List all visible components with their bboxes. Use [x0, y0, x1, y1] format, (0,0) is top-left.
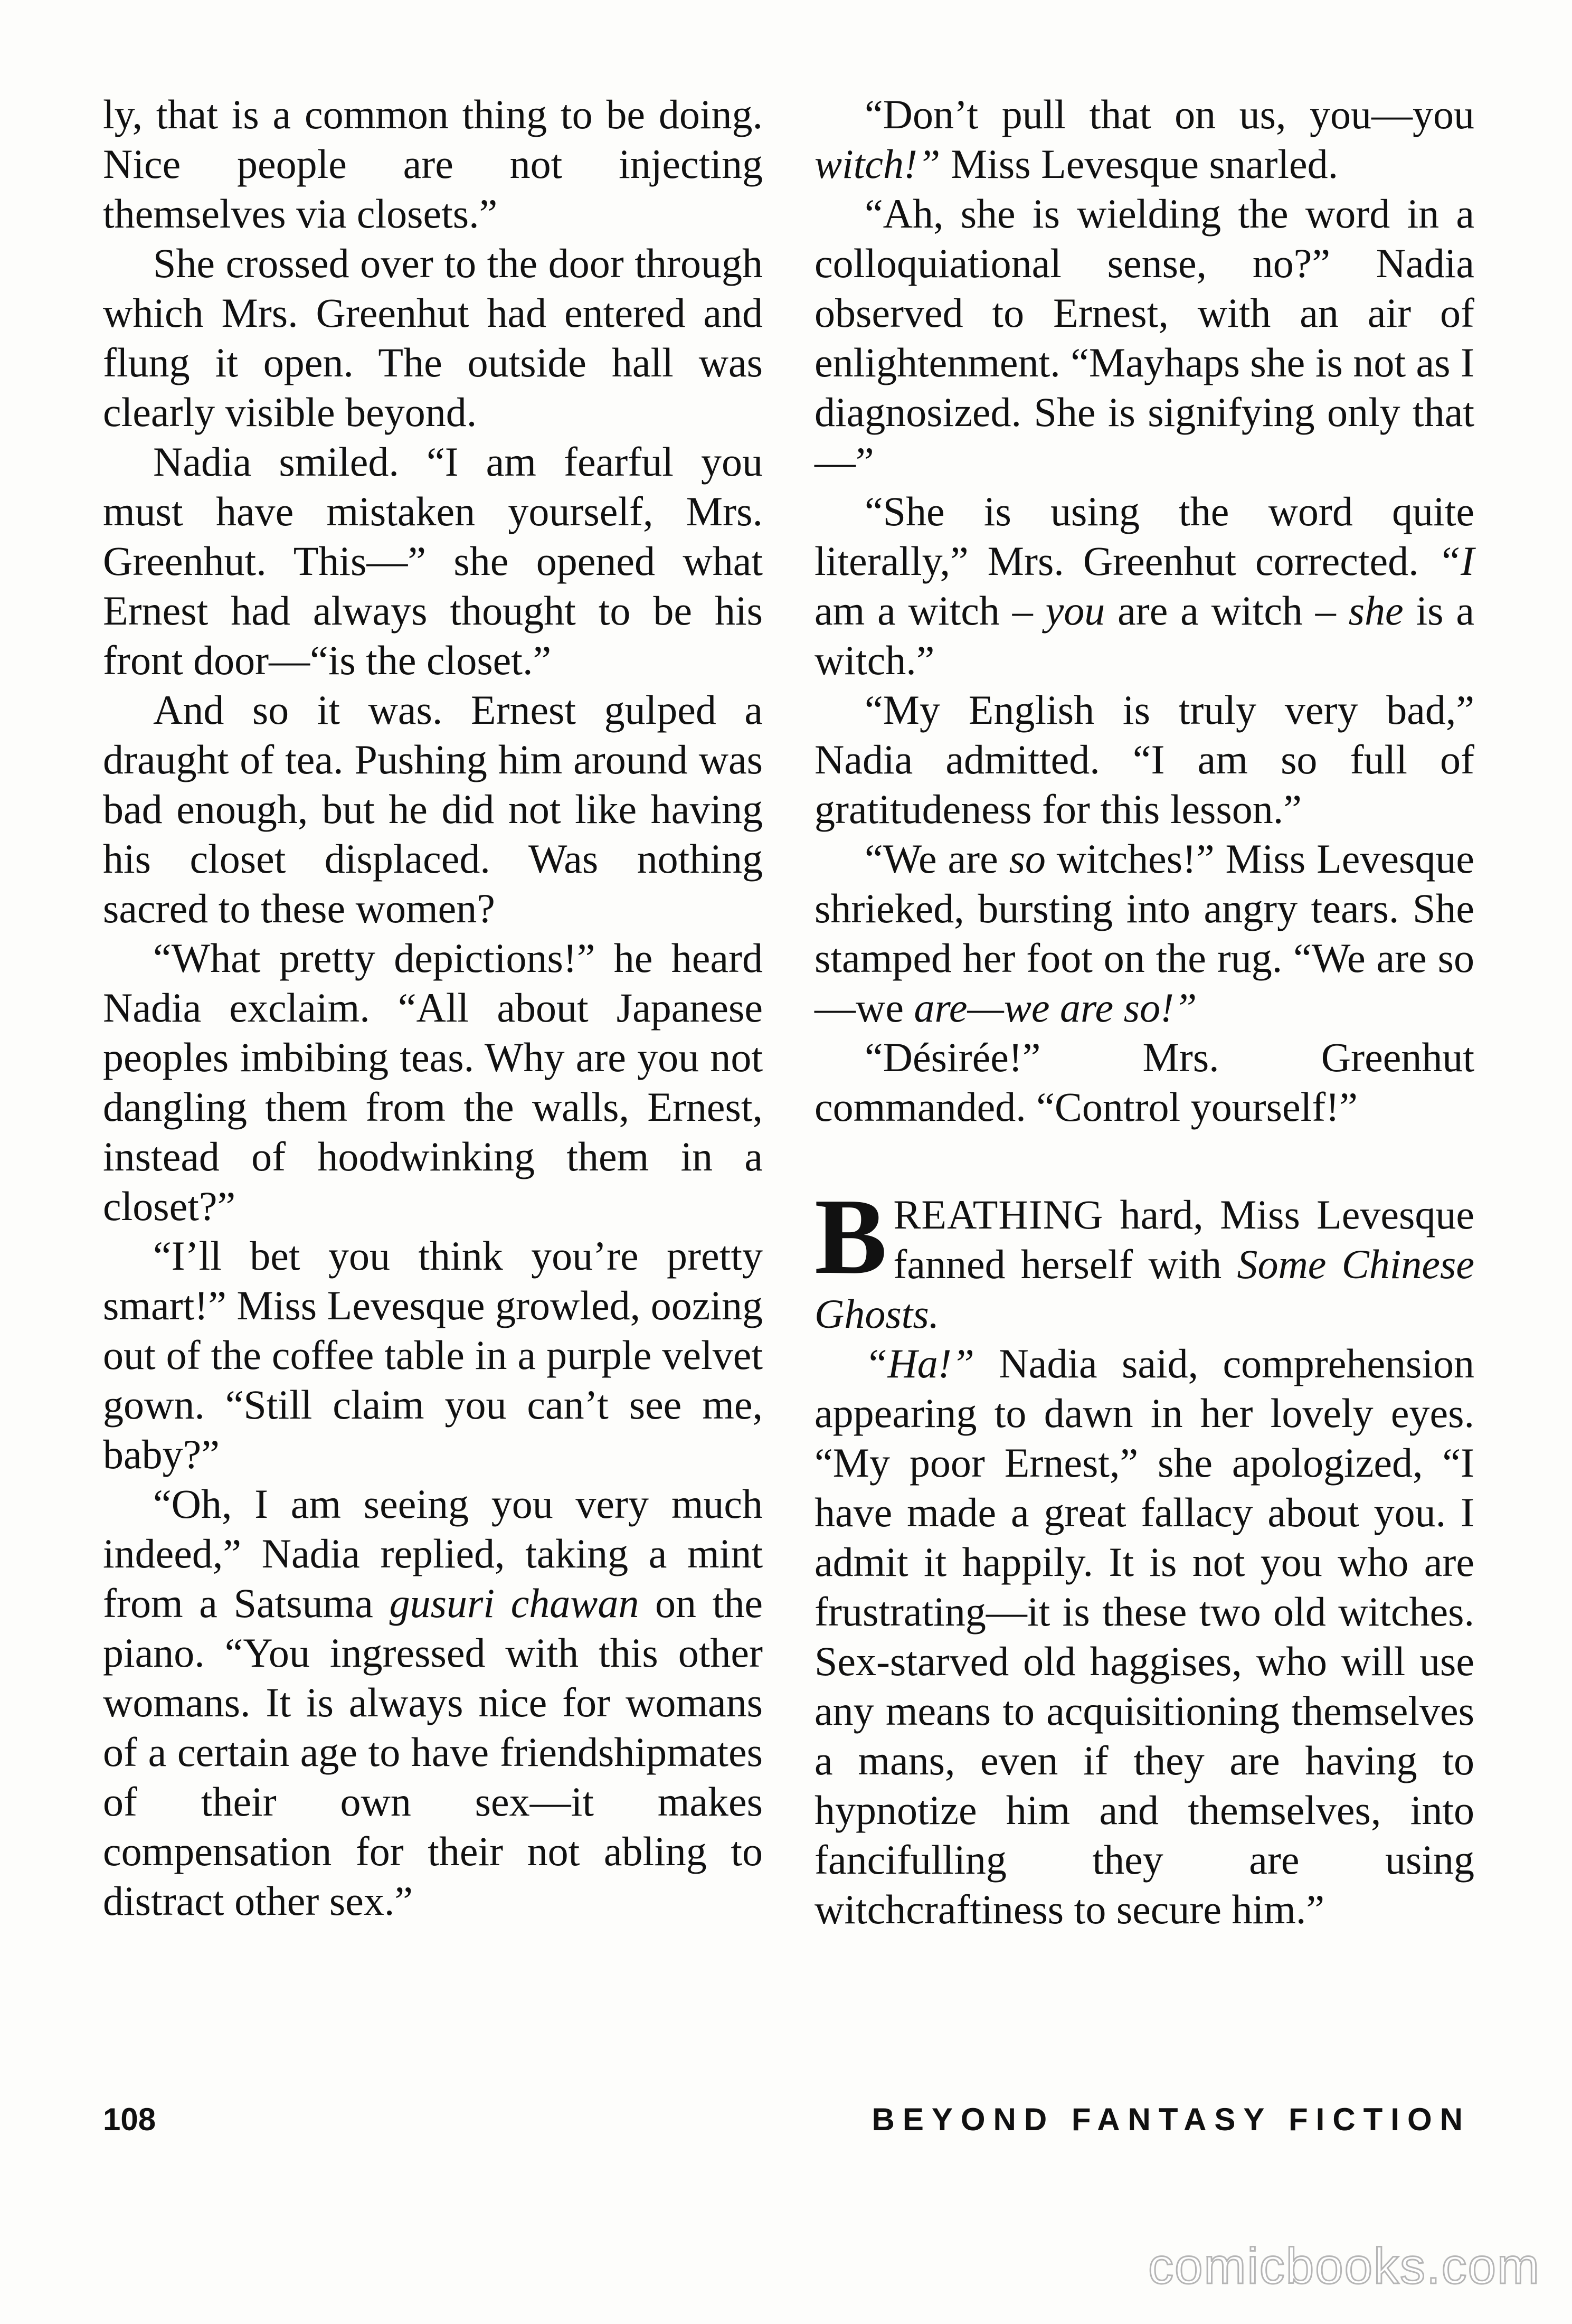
- text-run: is a witch.”: [815, 588, 1474, 683]
- text-run: REATHING: [893, 1192, 1104, 1237]
- drop-cap: B: [815, 1176, 887, 1297]
- italic-text: witch!”: [815, 141, 941, 187]
- paragraph: [815, 1339, 1474, 1934]
- text-run: “I’ll bet you think you’re pretty smart!” Miss Levesque growled, oozing out of the coffee table in a purple velvet gown. “Still claim you can’t see me, baby?”: [103, 1233, 763, 1477]
- text-run: Nadia smiled. “I am fearful you must have mistaken yourself, Mrs. Greenhut. This—” she opened what Ernest had always thought to be his front door—“is the closet.”: [103, 439, 763, 683]
- text-run: am a witch –: [815, 588, 1046, 634]
- text-run: Miss Levesque snarled.: [940, 141, 1339, 187]
- text-run: “Don’t pull that on us, you—you: [865, 91, 1474, 137]
- text-run: And so it was. Ernest gulped a draught of tea. Pushing him around was bad enough, but he did not like having his closet displaced. Was nothing sacred to these women?: [103, 687, 763, 931]
- paragraph: [103, 239, 763, 437]
- italic-text: you: [1045, 588, 1105, 634]
- paragraph: [103, 90, 763, 239]
- text-run: “Oh, I am seeing you very much indeed,” Nadia replied, taking a mint from a Satsuma: [103, 1481, 763, 1626]
- text-run: “Désirée!” Mrs. Greenhut commanded. “Control yourself!”: [815, 1034, 1474, 1130]
- paragraph: [103, 685, 763, 933]
- paragraph: [103, 1231, 763, 1479]
- text-run: Nadia said, comprehension appearing to dawn in her lovely eyes. “My poor Ernest,” she apologized, “I have made a great fallacy about you. I admit it happily. It is not you who are frustrating—it is these two old witches. Sex-starved old haggises, who will use any means to acquisitioning themselves a mans, even if they are having to hypnotize him and themselves, into fancifulling they are using witchcraftiness to secure him.”: [815, 1340, 1474, 1932]
- paragraph: [815, 90, 1474, 189]
- text-run: “Ah, she is wielding the word in a colloquiational sense, no?” Nadia observed to Ernest, with an air of enlightenment. “Mayhaps she is not as I diagnosized. She is signifying only that—”: [815, 191, 1474, 485]
- text-run: “What pretty depictions!” he heard Nadia exclaim. “All about Japanese peoples imbibing teas. Why are you not dangling them from the walls, Ernest, instead of hoodwinking them in a closet?”: [103, 935, 763, 1229]
- italic-text: so: [1009, 836, 1046, 882]
- paragraph: [103, 437, 763, 685]
- paragraph: [815, 685, 1474, 834]
- paragraph: [103, 933, 763, 1231]
- italic-text: “I: [1437, 538, 1474, 584]
- text-run: “She is using the word quite literally,” Mrs. Greenhut corrected.: [815, 488, 1474, 584]
- italic-text: “Ha!”: [865, 1340, 975, 1386]
- paragraph: [815, 189, 1474, 487]
- running-title: BEYOND FANTASY FICTION: [872, 2102, 1471, 2137]
- text-run: witches!” Miss Levesque shrieked, bursting into angry tears. She stamped her foot on the rug. “We are so—we: [815, 836, 1474, 1031]
- text-run: She crossed over to the door through which Mrs. Greenhut had entered and flung it open. The outside hall was clearly visible beyond.: [103, 240, 763, 435]
- paragraph: [815, 1176, 1474, 1339]
- text-run: “My English is truly very bad,” Nadia admitted. “I am so full of gratitudeness for this lesson.”: [815, 687, 1474, 832]
- text-run: “We are: [865, 836, 1009, 882]
- italic-text: Some Chinese Ghosts.: [815, 1241, 1474, 1337]
- italic-text: she: [1348, 588, 1404, 634]
- text-run: hard, Miss Levesque fanned herself with: [893, 1192, 1474, 1287]
- paragraph: [815, 487, 1474, 685]
- italic-text: gusuri chawan: [389, 1580, 639, 1626]
- paragraph: [103, 1479, 763, 1926]
- paragraph: [815, 834, 1474, 1033]
- italic-text: are—we are so!”: [914, 985, 1197, 1031]
- text-run: are a witch –: [1105, 588, 1349, 634]
- text-column-left: [103, 90, 763, 1926]
- text-run: ly, that is a common thing to be doing. Nice people are not injecting themselves via closets.”: [103, 91, 763, 237]
- paragraph: [815, 1033, 1474, 1132]
- page-number: 108: [103, 2102, 156, 2137]
- text-run: on the piano. “You ingressed with this other womans. It is always nice for womans of a certain age to have friendshipmates of their own sex—it makes compensation for their not abling to distract other sex.”: [103, 1580, 763, 1924]
- text-column-right: [815, 90, 1474, 1934]
- watermark: comicbooks.com: [1148, 2238, 1540, 2294]
